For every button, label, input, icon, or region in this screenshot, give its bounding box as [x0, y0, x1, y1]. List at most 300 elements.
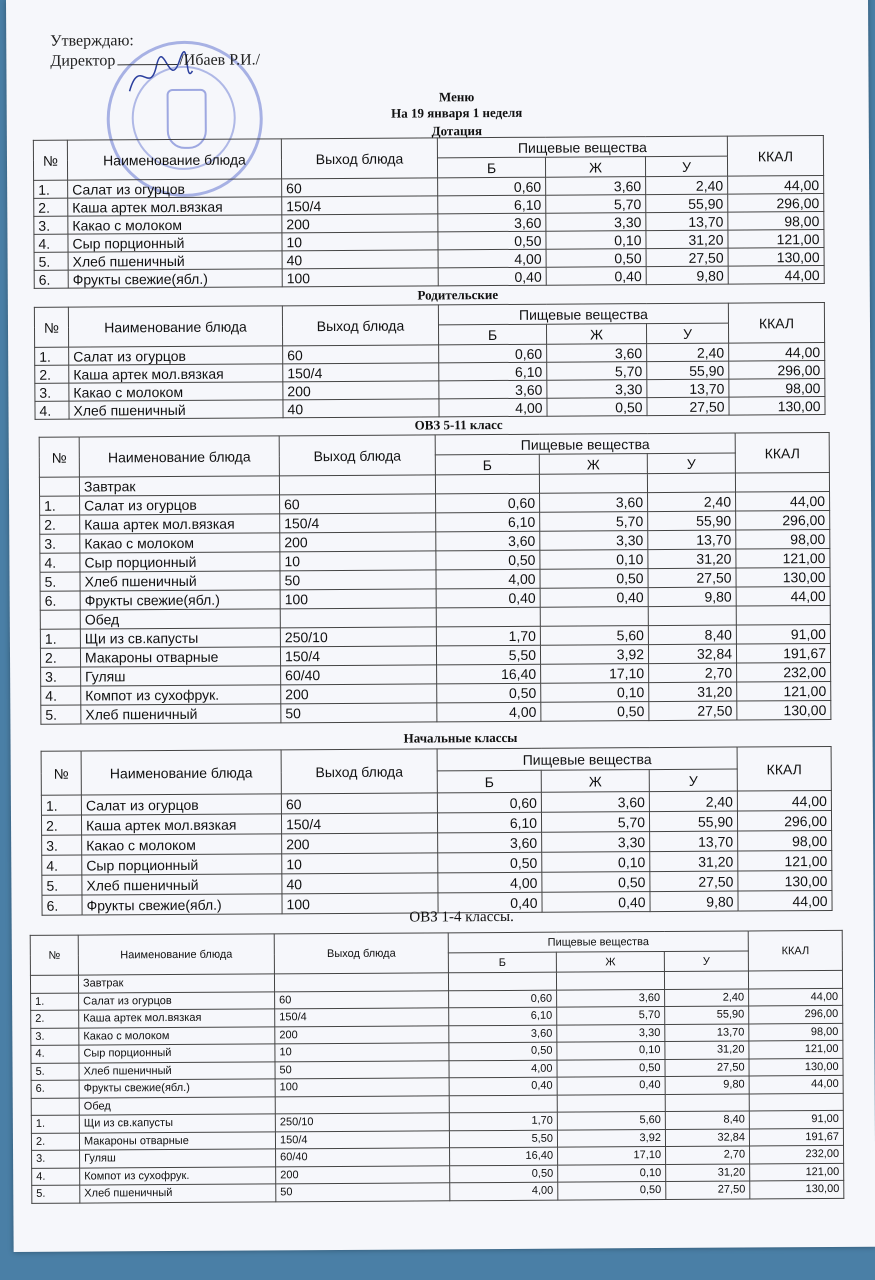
protein-value: 4,00 — [437, 702, 541, 722]
kcal-value: 44,00 — [737, 790, 831, 811]
column-header-fat: Ж — [545, 157, 645, 178]
column-header-protein: Б — [438, 324, 546, 345]
dish-name: Каша артек мол.вязкая — [69, 364, 283, 383]
carbs-value: 13,70 — [647, 379, 729, 398]
dish-name: Салат из огурцов — [69, 346, 283, 365]
dish-output: 100 — [280, 589, 436, 609]
dish-output: 40 — [282, 250, 438, 269]
empty-cell — [556, 971, 664, 989]
fat-value: 0,40 — [540, 588, 648, 608]
fat-value: 3,60 — [540, 493, 648, 513]
empty-cell — [748, 970, 842, 988]
column-header-kcal: ККАЛ — [727, 136, 823, 177]
fat-value: 3,60 — [541, 792, 649, 813]
fat-value: 0,10 — [546, 231, 646, 250]
carbs-value: 13,70 — [665, 1023, 749, 1041]
meal-label: Обед — [80, 609, 280, 629]
row-number: 5. — [32, 1185, 80, 1203]
dish-name: Компот из сухофрук. — [80, 1166, 276, 1185]
kcal-value: 130,00 — [737, 700, 831, 720]
kcal-value: 44,00 — [738, 890, 832, 911]
dish-output: 100 — [282, 893, 438, 914]
kcal-value: 121,00 — [728, 230, 824, 249]
carbs-value: 2,40 — [646, 176, 728, 195]
kcal-value: 121,00 — [750, 1163, 844, 1181]
kcal-value: 296,00 — [728, 194, 824, 213]
empty-cell — [557, 1094, 665, 1112]
column-header-no: № — [34, 307, 68, 347]
fat-value: 17,10 — [541, 664, 649, 684]
empty-cell — [275, 1095, 449, 1114]
kcal-value: 232,00 — [750, 1145, 844, 1163]
kcal-value: 121,00 — [749, 1040, 843, 1058]
row-number: 6. — [40, 591, 80, 610]
row-number: 1. — [31, 1115, 79, 1133]
protein-value: 0,50 — [438, 852, 542, 873]
column-header-name: Наименование блюда — [79, 436, 279, 477]
director-label: Директор — [50, 52, 116, 70]
fat-value: 3,30 — [546, 213, 646, 232]
column-header-name: Наименование блюда — [67, 139, 281, 180]
dish-name: Хлеб пшеничный — [81, 704, 281, 724]
fat-value: 5,70 — [557, 1006, 665, 1024]
kcal-value: 44,00 — [749, 1075, 843, 1093]
dish-name: Какао с молоком — [82, 834, 282, 855]
empty-cell — [39, 477, 79, 496]
carbs-value: 8,40 — [665, 1111, 749, 1129]
dish-name: Какао с молоком — [80, 533, 280, 553]
carbs-value: 13,70 — [646, 212, 728, 231]
fat-value: 3,30 — [540, 531, 648, 551]
dish-output: 60 — [283, 345, 439, 364]
dish-output: 60 — [280, 494, 436, 514]
protein-value: 5,50 — [436, 645, 540, 665]
kcal-value: 232,00 — [737, 662, 831, 682]
carbs-value: 27,50 — [647, 397, 729, 416]
row-number: 4. — [42, 855, 82, 875]
carbs-value: 2,40 — [665, 988, 749, 1006]
column-header-carbs: У — [646, 323, 728, 344]
dish-output: 10 — [280, 551, 436, 571]
row-number: 5. — [42, 875, 82, 895]
fat-value: 0,10 — [541, 683, 649, 703]
protein-value: 0,40 — [449, 1077, 557, 1095]
column-header-carbs: У — [645, 156, 727, 177]
row-number: 1. — [41, 795, 81, 815]
column-header-fat: Ж — [539, 454, 647, 475]
empty-cell — [30, 975, 78, 993]
fat-value: 0,50 — [558, 1181, 666, 1199]
row-number: 3. — [31, 1028, 79, 1046]
fat-value: 0,50 — [542, 872, 650, 893]
row-number: 2. — [31, 1010, 79, 1028]
dish-output: 60/40 — [276, 1148, 450, 1167]
fat-value: 0,50 — [540, 569, 648, 589]
dish-output: 150/4 — [275, 1130, 449, 1149]
row-number: 2. — [31, 1133, 79, 1151]
fat-value: 17,10 — [558, 1146, 666, 1164]
column-header-no: № — [33, 140, 67, 180]
dish-output: 60 — [282, 178, 438, 197]
dish-name: Каша артек мол.вязкая — [81, 814, 281, 835]
dish-name: Хлеб пшеничный — [82, 874, 282, 895]
dish-name: Сыр порционный — [82, 854, 282, 875]
protein-value: 0,60 — [436, 493, 540, 513]
column-header-fat: Ж — [556, 951, 664, 972]
kcal-value: 44,00 — [728, 266, 824, 285]
fat-value: 3,92 — [557, 1129, 665, 1147]
protein-value: 1,70 — [436, 626, 540, 646]
fat-value: 5,70 — [541, 812, 649, 833]
fat-value: 0,10 — [558, 1164, 666, 1182]
column-header-kcal: ККАЛ — [748, 930, 842, 971]
protein-value: 1,70 — [449, 1112, 557, 1130]
dish-output: 150/4 — [283, 363, 439, 382]
empty-cell — [647, 473, 735, 493]
section-title: Начальные классы — [403, 729, 518, 746]
empty-cell — [436, 607, 540, 627]
kcal-value: 130,00 — [736, 567, 830, 587]
protein-value: 0,50 — [438, 231, 546, 250]
dish-name: Хлеб пшеничный — [68, 251, 282, 270]
dish-output: 150/4 — [275, 1008, 449, 1027]
dish-name: Щи из св.капусты — [80, 628, 280, 648]
kcal-value: 130,00 — [738, 870, 832, 891]
carbs-value: 55,90 — [647, 361, 729, 380]
fat-value: 3,60 — [557, 989, 665, 1007]
dish-name: Какао с молоком — [69, 382, 283, 401]
carbs-value: 55,90 — [648, 511, 736, 531]
row-number: 2. — [34, 198, 68, 216]
kcal-value: 44,00 — [736, 491, 830, 511]
carbs-value: 31,20 — [646, 230, 728, 249]
protein-value: 0,50 — [437, 683, 541, 703]
column-header-nutrients: Пищевые вещества — [448, 931, 748, 953]
dish-name: Хлеб пшеничный — [69, 400, 283, 419]
carbs-value: 9,80 — [665, 1076, 749, 1094]
fat-value: 0,50 — [557, 1059, 665, 1077]
carbs-value: 31,20 — [650, 851, 738, 872]
dish-output: 250/10 — [280, 627, 436, 647]
menu-table — [41, 746, 833, 916]
column-header-kcal: ККАЛ — [737, 746, 831, 791]
column-header-protein: Б — [437, 770, 541, 793]
dish-name: Гуляш — [81, 666, 281, 686]
section-title: Родительские — [417, 286, 499, 303]
empty-cell — [448, 972, 556, 990]
column-header-no: № — [41, 751, 81, 795]
kcal-value: 91,00 — [749, 1110, 843, 1128]
column-header-name: Наименование блюда — [78, 934, 274, 975]
dish-output: 150/4 — [282, 196, 438, 215]
empty-cell — [435, 474, 539, 494]
dish-output: 100 — [275, 1078, 449, 1097]
carbs-value: 55,90 — [649, 811, 737, 832]
dish-output: 200 — [276, 1165, 450, 1184]
column-header-no: № — [39, 437, 79, 477]
dish-output: 50 — [281, 703, 437, 723]
column-header-carbs: У — [649, 769, 737, 792]
row-number: 6. — [34, 270, 68, 288]
fat-value: 3,60 — [546, 177, 646, 196]
column-header-kcal: ККАЛ — [728, 303, 824, 344]
dish-output: 50 — [275, 1060, 449, 1079]
row-number: 3. — [40, 534, 80, 553]
dish-name: Сыр порционный — [80, 552, 280, 572]
dish-name: Салат из огурцов — [81, 794, 281, 815]
carbs-value: 31,20 — [649, 682, 737, 702]
dish-output: 50 — [280, 570, 436, 590]
kcal-value: 130,00 — [750, 1180, 844, 1198]
kcal-value: 121,00 — [738, 850, 832, 871]
fat-value: 3,30 — [542, 832, 650, 853]
carbs-value: 31,20 — [666, 1163, 750, 1181]
column-header-carbs: У — [647, 453, 735, 474]
kcal-value: 91,00 — [736, 624, 830, 644]
dish-name: Салат из огурцов — [80, 495, 280, 515]
kcal-value: 296,00 — [749, 1005, 843, 1023]
carbs-value: 55,90 — [646, 194, 728, 213]
kcal-value: 121,00 — [737, 681, 831, 701]
column-header-name: Наименование блюда — [81, 750, 281, 795]
carbs-value: 2,70 — [649, 663, 737, 683]
section-title: Дотация — [431, 123, 483, 139]
dish-name: Сыр порционный — [68, 233, 282, 252]
row-number: 3. — [34, 216, 68, 234]
empty-cell — [279, 475, 435, 495]
menu-table — [39, 432, 832, 725]
menu-table — [30, 930, 845, 1203]
approval-block — [50, 30, 260, 71]
column-header-output: Выход блюда — [279, 435, 435, 476]
dish-output: 10 — [282, 853, 438, 874]
empty-cell — [40, 610, 80, 629]
fat-value: 0,50 — [546, 249, 646, 268]
protein-value: 0,50 — [436, 550, 540, 570]
row-number: 4. — [31, 1045, 79, 1063]
row-number: 2. — [40, 515, 80, 534]
dish-output: 150/4 — [280, 646, 436, 666]
menu-table — [33, 135, 825, 289]
director-name: /Ибаев Р.И./ — [179, 51, 261, 69]
dish-output: 150/4 — [280, 513, 436, 533]
column-header-fat: Ж — [541, 770, 649, 793]
director-line — [50, 50, 260, 71]
fat-value: 0,40 — [546, 267, 646, 286]
column-header-output: Выход блюда — [282, 305, 438, 346]
dish-name: Хлеб пшеничный — [80, 571, 280, 591]
kcal-value: 191,67 — [736, 643, 830, 663]
carbs-value: 9,80 — [650, 891, 738, 912]
kcal-value: 296,00 — [737, 810, 831, 831]
kcal-value: 98,00 — [738, 830, 832, 851]
column-header-nutrients: Пищевые вещества — [437, 747, 737, 771]
dish-name: Фрукты свежие(ябл.) — [82, 894, 282, 915]
section-title: ОВЗ 5-11 класс — [414, 416, 503, 433]
protein-value: 16,40 — [437, 664, 541, 684]
row-number: 5. — [41, 705, 81, 724]
dish-output: 40 — [283, 399, 439, 418]
dish-name: Салат из огурцов — [79, 991, 275, 1010]
carbs-value: 27,50 — [650, 871, 738, 892]
protein-value: 4,00 — [438, 872, 542, 893]
kcal-value: 98,00 — [736, 529, 830, 549]
menu-sheet — [6, 0, 875, 1252]
carbs-value: 32,84 — [648, 644, 736, 664]
empty-cell — [540, 607, 648, 627]
protein-value: 0,60 — [439, 344, 547, 363]
protein-value: 0,40 — [438, 267, 546, 286]
empty-cell — [280, 608, 436, 628]
carbs-value: 27,50 — [666, 1181, 750, 1199]
dish-output: 200 — [282, 214, 438, 233]
dish-name: Фрукты свежие(ябл.) — [80, 590, 280, 610]
carbs-value: 13,70 — [650, 831, 738, 852]
kcal-value: 98,00 — [728, 212, 824, 231]
approval-line: Утверждаю: — [50, 32, 134, 50]
protein-value: 6,10 — [439, 362, 547, 381]
protein-value: 3,60 — [438, 832, 542, 853]
column-header-protein: Б — [448, 952, 556, 973]
carbs-value: 27,50 — [648, 568, 736, 588]
empty-cell — [31, 1098, 79, 1116]
column-header-fat: Ж — [546, 324, 646, 345]
carbs-value: 32,84 — [665, 1128, 749, 1146]
carbs-value: 9,80 — [646, 266, 728, 285]
protein-value: 0,60 — [437, 792, 541, 813]
protein-value: 4,00 — [449, 1060, 557, 1078]
fat-value: 3,30 — [557, 1024, 665, 1042]
row-number: 3. — [42, 835, 82, 855]
dish-name: Гуляш — [80, 1149, 276, 1168]
dish-name: Салат из огурцов — [68, 179, 282, 198]
carbs-value: 55,90 — [665, 1006, 749, 1024]
dish-name: Макароны отварные — [80, 647, 280, 667]
fat-value: 0,40 — [557, 1076, 665, 1094]
row-number: 1. — [35, 347, 69, 365]
kcal-value: 191,67 — [749, 1128, 843, 1146]
column-header-nutrients: Пищевые вещества — [437, 136, 727, 158]
fat-value: 5,60 — [540, 626, 648, 646]
dish-output: 200 — [280, 532, 436, 552]
kcal-value: 98,00 — [729, 379, 825, 398]
protein-value: 0,50 — [450, 1165, 558, 1183]
column-header-kcal: ККАЛ — [735, 432, 829, 473]
column-header-protein: Б — [437, 157, 545, 178]
row-number: 2. — [35, 365, 69, 383]
dish-name: Макароны отварные — [79, 1131, 275, 1150]
kcal-value: 130,00 — [728, 248, 824, 267]
protein-value: 5,50 — [449, 1130, 557, 1148]
row-number: 4. — [40, 553, 80, 572]
row-number: 6. — [42, 895, 82, 915]
protein-value: 4,00 — [438, 249, 546, 268]
dish-output: 150/4 — [281, 813, 437, 834]
fat-value: 3,92 — [540, 645, 648, 665]
menu-table — [34, 302, 826, 420]
kcal-value: 121,00 — [736, 548, 830, 568]
carbs-value: 31,20 — [665, 1041, 749, 1059]
carbs-value: 9,80 — [648, 587, 736, 607]
protein-value: 0,40 — [438, 892, 542, 913]
fat-value: 5,60 — [557, 1111, 665, 1129]
protein-value: 0,50 — [449, 1042, 557, 1060]
signature-line — [117, 64, 177, 65]
dish-output: 60 — [281, 793, 437, 814]
row-number: 5. — [40, 572, 80, 591]
carbs-value: 2,40 — [648, 492, 736, 512]
fat-value: 0,10 — [542, 852, 650, 873]
empty-cell — [736, 605, 830, 625]
empty-cell — [648, 606, 736, 626]
kcal-value: 98,00 — [749, 1023, 843, 1041]
empty-cell — [274, 973, 448, 992]
meal-label: Обед — [79, 1096, 275, 1115]
carbs-value: 31,20 — [648, 549, 736, 569]
dish-name: Хлеб пшеничный — [79, 1061, 275, 1080]
fat-value: 0,50 — [547, 398, 647, 417]
kcal-value: 44,00 — [749, 988, 843, 1006]
dish-name: Фрукты свежие(ябл.) — [68, 269, 282, 288]
carbs-value: 2,40 — [649, 791, 737, 812]
row-number: 2. — [41, 815, 81, 835]
dish-output: 60/40 — [281, 665, 437, 685]
empty-cell — [664, 971, 748, 989]
dish-output: 200 — [282, 833, 438, 854]
protein-value: 6,10 — [449, 1007, 557, 1025]
protein-value: 6,10 — [437, 812, 541, 833]
row-number: 1. — [34, 180, 68, 198]
row-number: 4. — [41, 686, 81, 705]
column-header-output: Выход блюда — [281, 138, 437, 179]
column-header-nutrients: Пищевые вещества — [435, 433, 735, 455]
fat-value: 5,70 — [547, 362, 647, 381]
row-number: 4. — [32, 1168, 80, 1186]
empty-cell — [749, 1093, 843, 1111]
fat-value: 0,10 — [557, 1041, 665, 1059]
row-number: 5. — [34, 252, 68, 270]
row-number: 4. — [35, 401, 69, 419]
carbs-value: 27,50 — [649, 701, 737, 721]
dish-name: Фрукты свежие(ябл.) — [79, 1079, 275, 1098]
table-row — [41, 700, 831, 724]
protein-value: 3,60 — [436, 531, 540, 551]
menu-date: На 19 января 1 неделя — [391, 104, 523, 121]
column-header-no: № — [30, 935, 78, 975]
dish-name: Щи из св.капусты — [79, 1114, 275, 1133]
row-number: 3. — [41, 667, 81, 686]
dish-output: 200 — [281, 684, 437, 704]
fat-value: 5,70 — [540, 512, 648, 532]
dish-name: Каша артек мол.вязкая — [68, 197, 282, 216]
protein-value: 4,00 — [436, 569, 540, 589]
kcal-value: 44,00 — [736, 586, 830, 606]
protein-value: 0,60 — [449, 990, 557, 1008]
fat-value: 0,10 — [540, 550, 648, 570]
column-header-protein: Б — [435, 454, 539, 475]
empty-cell — [449, 1095, 557, 1113]
protein-value: 3,60 — [439, 380, 547, 399]
meal-label: Завтрак — [78, 974, 274, 993]
dish-name: Какао с молоком — [68, 215, 282, 234]
kcal-value: 296,00 — [736, 510, 830, 530]
fat-value: 0,40 — [542, 892, 650, 913]
row-number: 2. — [40, 648, 80, 667]
dish-output: 100 — [282, 268, 438, 287]
carbs-value: 27,50 — [646, 248, 728, 267]
fat-value: 5,70 — [546, 195, 646, 214]
dish-output: 40 — [282, 873, 438, 894]
